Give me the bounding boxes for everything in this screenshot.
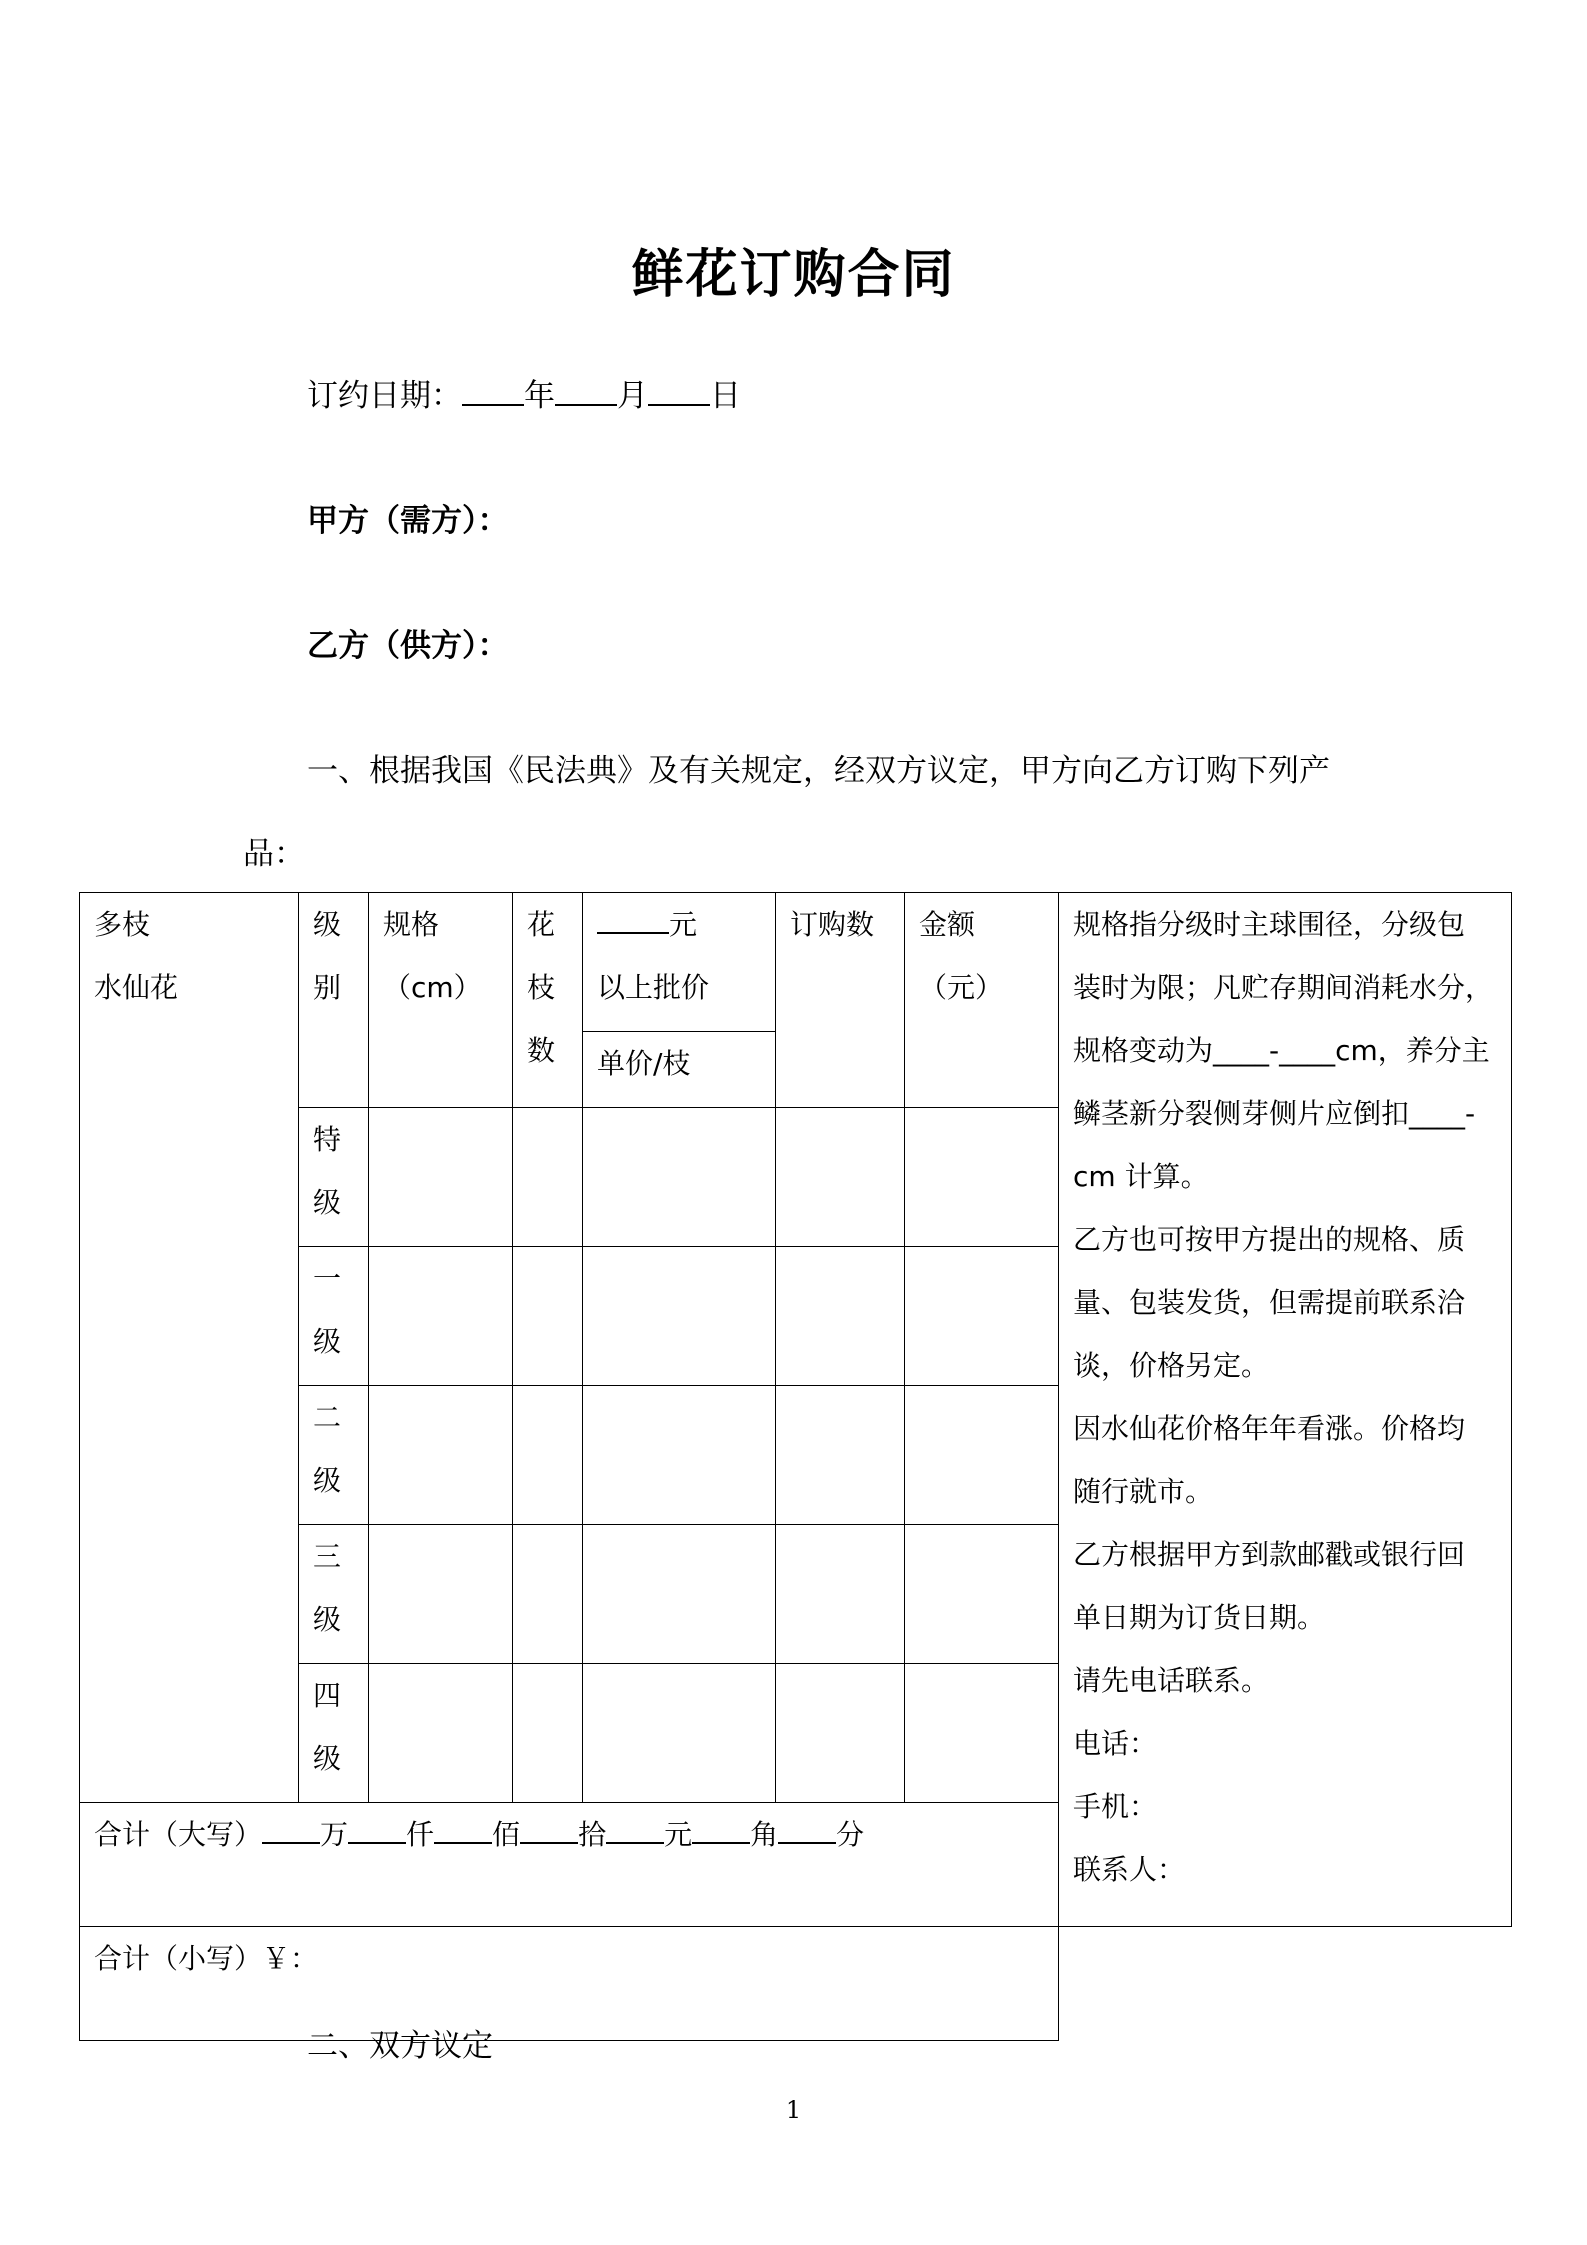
order-date-label: 订约日期： [307, 378, 462, 414]
mobile-label: 手机： [1073, 1790, 1158, 1823]
note-line: 乙方也可按甲方提出的规格、质 [1073, 1223, 1466, 1256]
grade-cell: 三 级 [299, 1525, 369, 1664]
spec-input[interactable] [369, 1664, 513, 1803]
party-b-label: 乙方（供方）： [307, 628, 509, 664]
qty-input[interactable] [776, 1664, 905, 1803]
notes-cell [1059, 893, 1512, 1927]
amount-blank[interactable] [778, 1812, 836, 1844]
amount-input[interactable] [905, 1664, 1059, 1803]
phone-label: 电话： [1073, 1727, 1158, 1760]
header-spec-line1: 规格 [383, 908, 440, 941]
qty-input[interactable] [776, 1108, 905, 1247]
grade-cell: 特 级 [299, 1108, 369, 1247]
total-lowercase-cell[interactable] [80, 1927, 1059, 2041]
note-line: 量、包装发货，但需提前联系洽 [1073, 1286, 1466, 1319]
amount-input[interactable] [905, 1247, 1059, 1386]
note-line: 单日期为订货日期。 [1073, 1601, 1326, 1634]
year-label: 年 [524, 378, 555, 414]
note-line: 随行就市。 [1073, 1475, 1214, 1508]
product-name-cell [80, 893, 299, 1803]
amount-input[interactable] [905, 1108, 1059, 1247]
header-count-line3: 数 [527, 1034, 556, 1067]
note-line: 谈，价格另定。 [1073, 1349, 1270, 1382]
unit-label: 佰 [492, 1818, 521, 1851]
amount-input[interactable] [905, 1386, 1059, 1525]
amount-blank[interactable] [434, 1812, 492, 1844]
amount-blank[interactable] [262, 1812, 320, 1844]
qty-input[interactable] [776, 1247, 905, 1386]
amount-blank[interactable] [348, 1812, 406, 1844]
price-threshold-blank[interactable] [597, 906, 669, 934]
spec-input[interactable] [369, 1247, 513, 1386]
note-line: 请先电话联系。 [1073, 1664, 1270, 1697]
header-count-line2: 枝 [527, 971, 556, 1004]
total-lowercase-label: 合计（小写）￥： [94, 1942, 319, 1975]
price-input[interactable] [583, 1386, 776, 1525]
price-input[interactable] [583, 1108, 776, 1247]
header-amount: 金额（元） [905, 893, 1059, 1108]
month-blank[interactable] [555, 374, 617, 406]
order-date-line [307, 370, 741, 415]
note-line: 规格变动为____-____cm，养分主 [1073, 1034, 1490, 1067]
grade-cell: 二 级 [299, 1386, 369, 1525]
month-label: 月 [617, 378, 648, 414]
grade-cell: 一 级 [299, 1247, 369, 1386]
header-price-suffix: 元 [669, 908, 698, 941]
clause-2-heading: 二、双方议定 [307, 2028, 493, 2064]
count-input[interactable] [513, 1664, 583, 1803]
order-table [79, 892, 1512, 2041]
unit-label: 角 [750, 1818, 779, 1851]
header-spec-line2: （cm） [383, 971, 482, 1004]
document-title: 鲜花订购合同 [631, 244, 956, 305]
amount-input[interactable] [905, 1525, 1059, 1664]
price-input[interactable] [583, 1664, 776, 1803]
page-number: 1 [785, 2096, 802, 2124]
product-name-line1: 多枝 [94, 908, 151, 941]
header-grade [299, 893, 369, 1108]
year-blank[interactable] [462, 374, 524, 406]
note-line: 因水仙花价格年年看涨。价格均 [1073, 1412, 1466, 1445]
unit-label: 拾 [578, 1818, 607, 1851]
note-line: 乙方根据甲方到款邮戳或银行回 [1073, 1538, 1466, 1571]
header-count-line1: 花 [527, 908, 556, 941]
note-line: 规格指分级时主球围径，分级包 [1073, 908, 1466, 941]
unit-label: 仟 [406, 1818, 435, 1851]
qty-input[interactable] [776, 1525, 905, 1664]
note-line: cm 计算。 [1073, 1160, 1209, 1193]
grade-cell: 四 级 [299, 1664, 369, 1803]
contact-label: 联系人： [1073, 1853, 1186, 1886]
price-input[interactable] [583, 1247, 776, 1386]
header-wholesale-price [583, 893, 776, 1032]
spec-input[interactable] [369, 1108, 513, 1247]
note-line: 鳞茎新分裂侧芽侧片应倒扣____- [1073, 1097, 1476, 1130]
price-input[interactable] [583, 1525, 776, 1664]
amount-blank[interactable] [520, 1812, 578, 1844]
spec-input[interactable] [369, 1525, 513, 1664]
header-grade-line1: 级 [313, 908, 342, 941]
clause-1-text-cont: 品： [243, 836, 305, 872]
header-unit-price: 单价/枝 [583, 1032, 776, 1108]
note-line: 装时为限；凡贮存期间消耗水分， [1073, 971, 1494, 1004]
day-label: 日 [710, 378, 741, 414]
spec-input[interactable] [369, 1386, 513, 1525]
clause-1-text: 一、根据我国《民法典》及有关规定，经双方议定，甲方向乙方订购下列产 [307, 753, 1330, 789]
total-uppercase-label: 合计（大写） [94, 1818, 263, 1851]
unit-label: 万 [320, 1818, 349, 1851]
amount-blank[interactable] [606, 1812, 664, 1844]
unit-label: 元 [664, 1818, 693, 1851]
count-input[interactable] [513, 1247, 583, 1386]
header-spec [369, 893, 513, 1108]
product-name-line2: 水仙花 [94, 971, 179, 1004]
header-grade-line2: 别 [313, 971, 342, 1004]
amount-blank[interactable] [692, 1812, 750, 1844]
party-a-label: 甲方（需方）： [307, 503, 509, 539]
day-blank[interactable] [648, 374, 710, 406]
count-input[interactable] [513, 1525, 583, 1664]
qty-input[interactable] [776, 1386, 905, 1525]
header-order-qty: 订购数 [776, 893, 905, 1108]
header-flower-count [513, 893, 583, 1108]
count-input[interactable] [513, 1386, 583, 1525]
total-uppercase-cell[interactable] [80, 1803, 1059, 1927]
header-price-line2: 以上批价 [597, 971, 710, 1004]
count-input[interactable] [513, 1108, 583, 1247]
unit-label: 分 [836, 1818, 865, 1851]
